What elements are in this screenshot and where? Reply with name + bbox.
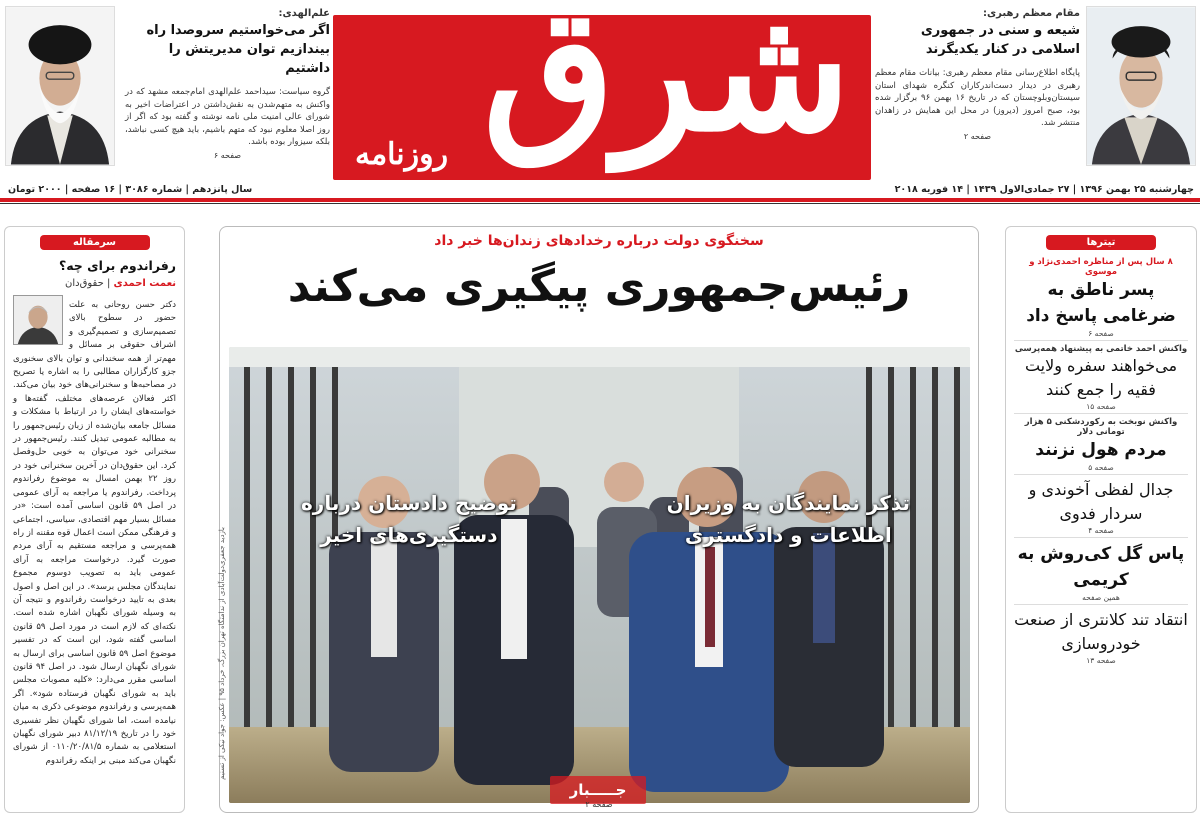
- headline-page: همین صفحه: [1082, 593, 1120, 602]
- editorial-body: دکتر حسن روحانی به علت حضور در سطوح بالای تصمیم‌سازی و تصمیم‌گیری و اشراف حقوقی بر مسائل و مهم‌تر از همه سخندانی و توان بالای سخنوری جزو کارگزاران مطالبی را به اشاره یا تصریح در مصاحبه‌ها و سخنرانی‌های خود بیان می‌کند. اکثر فعالان عرصه‌های مختلف، گفته‌ها و خواسته‌های ایشان را در ارتباط با مشکلات و مسائل جامعه بیان‌شده از زبان رئیس‌جمهور را به مطالبه عمومی تبدیل کنند. رئیس‌جمهور در سخنرانی خود می‌توان به خوبی حل‌وفصل کرد. این حقوق‌دان در آخرین سخنرانی خود در روز ۲۲ بهمن امسال به موضوع رفراندوم پرداخت. رفراندوم یا مراجعه به آرای عمومی در اصل ۵۹ قانون اساسی آمده است: «در مسائل بسیار مهم اقتصادی، سیاسی، اجتماعی و فرهنگی ممکن است اعمال قوه مقننه از راه همه‌پرسی و مراجعه مستقیم به آرای مردم صورت گیرد. درخواست مراجعه به آرای عمومی باید به تصویب دوسوم مجموع نمایندگان مجلس برسد». در این اصل و اصول بعدی به تایید درخواست رفراندوم و نتیجه آن به وسیله شورای نگهبان اشاره شده است. نکته‌ای که لازم است در مورد اصل ۵۹ قانون اساسی گفته شود، این است که در تفسیر موضوع اصل ۵۹ قانون اساسی برای ارسال به شورای نگهبان ارسال شود. در اصل ۹۴ قانون اساسی مقرر می‌دارد: «کلیه مصوبات مجلس باید به شورای نگهبان فرستاده شود». اگر همه‌پرسی و رفراندوم موضوعی ذکری به میان نیامده است، اما شورای نگهبان نظر تفسیری خود را در تاریخ ۸۱/۱۲/۱۹ دبیر شورای نگهبان استعلامی به شماره ۰۱۱۰/۲۰/۸۱/۵ از شورای نگهبان می‌کند مبنی بر اینکه رفراندوم: [13, 300, 176, 766]
- byline-separator: |: [103, 278, 111, 289]
- page-reference: صفحه ۲: [963, 131, 992, 141]
- page-reference: صفحه ۶: [213, 150, 242, 160]
- editorial-byline: [13, 278, 176, 289]
- top-right-story[interactable]: [875, 8, 1080, 141]
- caption-line-2: دستگیری‌های اخیر: [320, 523, 498, 547]
- story-headline: [125, 21, 330, 78]
- story-kicker: مقام معظم رهبری:: [982, 8, 1080, 19]
- author-role: حقوق‌دان: [65, 278, 104, 289]
- headline-item[interactable]: [1014, 414, 1188, 475]
- headline-page: صفحه ۵: [1088, 463, 1114, 472]
- headline-title: جدال لفظی آخوندی و سردار فدوی: [1028, 480, 1174, 523]
- headlines-column: [1005, 226, 1197, 813]
- main-story[interactable]: [219, 226, 979, 813]
- editorial-tag: سرمقاله: [40, 235, 150, 250]
- story-body: پایگاه اطلاع‌رسانی مقام معظم رهبری: بیانات مقام معظم رهبری در دیدار دست‌اندرکاران کنگره شهدای استان سیستان‌وبلوچستان که در تاریخ ۱۶ بهمن ۹۶ برگزار شده بود، صبح امروز (دیروز) در محل این همایش در زاهدان منتشر شد.: [875, 68, 1081, 128]
- masthead-rule: [0, 198, 1200, 202]
- headline-page: صفحه ۱۳: [1086, 656, 1116, 665]
- main-story-page: صفحه ۲: [585, 800, 613, 809]
- headline-kicker: ۸ سال پس از مناظره احمدی‌نژاد و موسوی: [1029, 257, 1173, 277]
- main-story-supra: سخنگوی دولت درباره رخدادهای زندان‌ها خبر داد: [434, 233, 764, 249]
- photo-credit: بازدید جعفری‌دولت‌آبادی از ندامتگاه تهران بزرگ، خرداد ۹۵ | عکس: جواد نیکی از تسنیم: [218, 527, 226, 780]
- caption-line-2: اطلاعات و دادگستری: [684, 523, 892, 547]
- story-headline: [875, 21, 1080, 59]
- issue-info: سال پانزدهم | شماره ۳۰۸۶ | ۱۶ صفحه | ۲۰۰۰ تومان: [8, 184, 253, 195]
- headline-page: صفحه ۱۵: [1086, 402, 1116, 411]
- editorial-title[interactable]: رفراندوم برای چه؟: [58, 258, 176, 273]
- story-body: گروه سیاست: سیداحمد علم‌الهدی امام‌جمعه مشهد که در واکنش به متهم‌شدن به نقش‌داشتن در اعتراضات اخیر به شورای عالی امنیت ملی نامه نوشته و گفته بود که اگر از روز اصلا معلوم نبود که متهم باشیم، باید هیچ کسی نباشد، بلکه سیزوار بوده باشد.: [125, 87, 330, 147]
- headline-page: صفحه ۴: [1088, 526, 1114, 535]
- headline-item[interactable]: [1014, 475, 1188, 538]
- photo-caption-right: [667, 487, 910, 551]
- logo-subtitle: روزنامه: [355, 137, 449, 172]
- headline-title: پاس گل کی‌روش به کریمی: [1017, 544, 1185, 590]
- headline-line-1: اگر می‌خواستیم سروصدا راه: [146, 23, 330, 38]
- top-left-story[interactable]: [125, 8, 330, 160]
- headline-item[interactable]: [1014, 605, 1188, 667]
- headlines-tag: تیترها: [1046, 235, 1156, 250]
- headline-title: پسر ناطق به ضرغامی پاسخ داد: [1026, 280, 1176, 326]
- headline-item[interactable]: [1014, 341, 1188, 414]
- story-kicker: علم‌الهدی:: [278, 8, 330, 19]
- headline-title: انتقاد تند کلانتری از صنعت خودروسازی: [1014, 610, 1188, 653]
- caption-line-1: توضیح دادستان درباره: [301, 491, 517, 515]
- headline-line-1: شیعه و سنی در جمهوری: [920, 23, 1080, 38]
- headline-title: می‌خواهند سفره ولایت فقیه را جمع کنند: [1024, 356, 1178, 399]
- logo-wordmark: شرق: [482, 15, 851, 170]
- dateline: چهارشنبه ۲۵ بهمن ۱۳۹۶ | ۲۷ جمادی‌الاول ۱۴۳۹ | ۱۴ فوریه ۲۰۱۸: [894, 184, 1194, 195]
- portrait-cleric-photo: [5, 6, 115, 166]
- watermark-logo: جـــــبار: [550, 776, 646, 804]
- headline-line-2: اسلامی در کنار یکدیگرند: [925, 42, 1080, 57]
- portrait-leader-photo: [1086, 6, 1196, 166]
- headline-kicker: واکنش احمد خاتمی به پیشنهاد همه‌پرسی: [1014, 344, 1188, 354]
- headline-page: صفحه ۶: [1088, 329, 1114, 338]
- editorial-column: [4, 226, 185, 813]
- headline-kicker: واکنش نوبخت به رکوردشکنی ۵ هزار تومانی دلار: [1024, 417, 1178, 437]
- photo-caption-left: [301, 487, 517, 551]
- masthead: [0, 0, 1200, 200]
- headline-title: مردم هول نزنند: [1035, 440, 1167, 460]
- main-story-photo[interactable]: [229, 347, 970, 803]
- masthead-rule-thin: [0, 203, 1200, 204]
- caption-line-1: تذکر نمایندگان به وزیران: [666, 491, 910, 515]
- newspaper-logo[interactable]: [333, 15, 871, 180]
- main-headline[interactable]: رئیس‌جمهوری پیگیری می‌کند: [287, 261, 911, 312]
- headline-item[interactable]: [1014, 254, 1188, 341]
- headline-item[interactable]: [1014, 538, 1188, 605]
- author-name: نعمت احمدی: [113, 278, 176, 289]
- author-avatar: [13, 295, 63, 345]
- headline-line-2: بیندازیم توان مدیریتش را داشتیم: [168, 42, 330, 76]
